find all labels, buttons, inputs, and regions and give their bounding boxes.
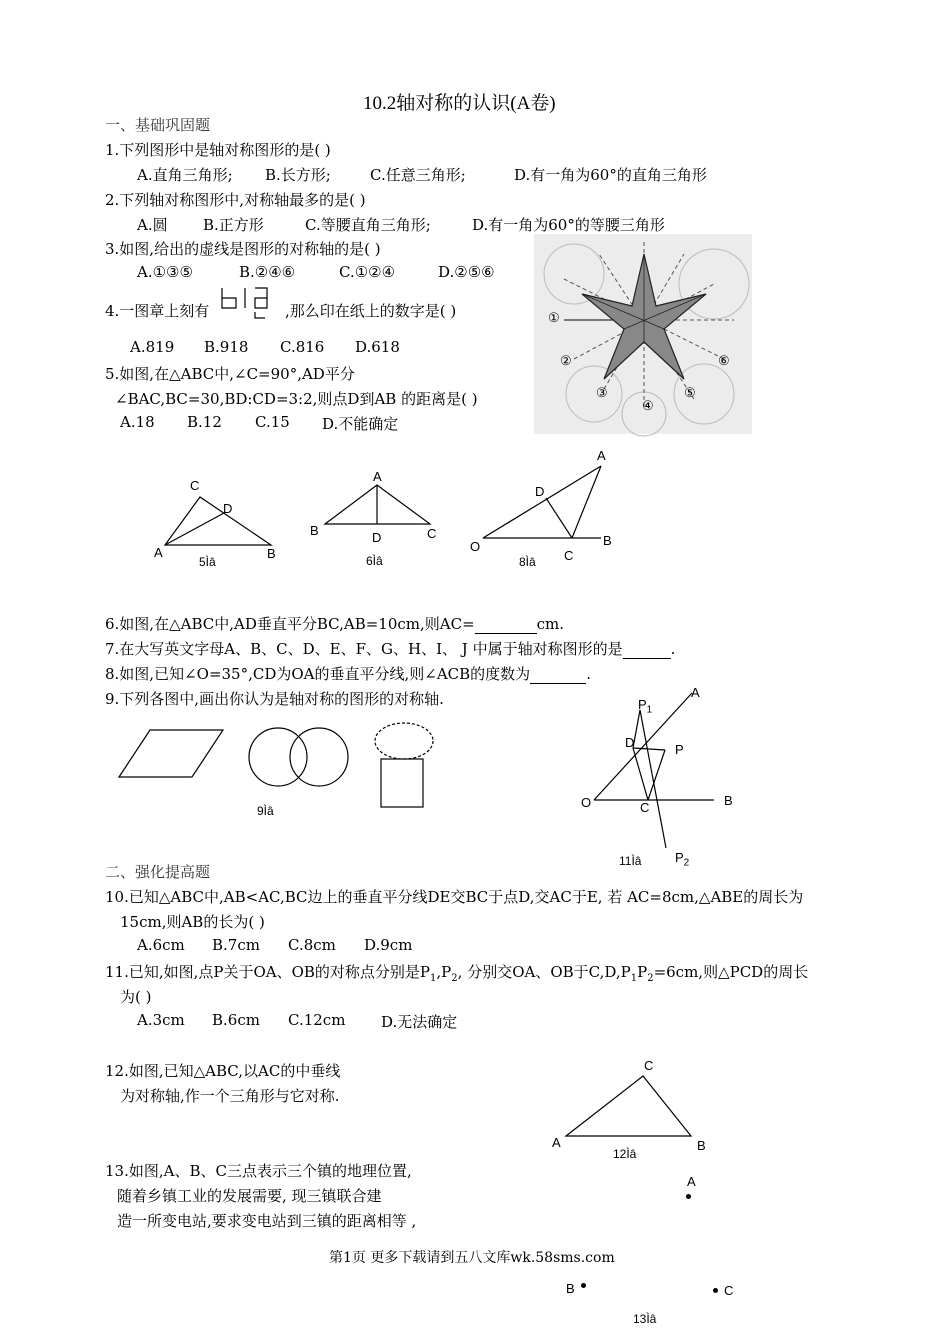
fig6-label-b: B	[310, 523, 319, 538]
q11-text-a: 11.已知,如图,点P关于OA、OB的对称点分别是P	[105, 963, 431, 981]
fig12-label-b: B	[697, 1138, 706, 1153]
star-label-6: ⑥	[718, 354, 730, 369]
q10-option-a: A.6cm	[137, 936, 185, 954]
question-5-line2: ∠BAC,BC=30,BD:CD=3:2,则点D到AB 的距离是( )	[115, 390, 478, 408]
q2-option-b: B.正方形	[203, 216, 264, 234]
fig11-label-b: B	[724, 793, 733, 808]
fig13-label-c: C	[724, 1283, 734, 1298]
fig11-label-p2	[675, 850, 689, 869]
question-7	[105, 638, 675, 659]
square-shape	[381, 759, 423, 807]
fig11-label-d: D	[625, 735, 635, 750]
fig8-label-c: C	[564, 548, 574, 563]
fig5-label-d: D	[223, 501, 233, 516]
q2-option-a: A.圆	[137, 216, 168, 234]
figure-12-triangle	[565, 1070, 695, 1140]
q6-answer-blank[interactable]	[475, 615, 537, 634]
question-11-line2: 为( )	[120, 988, 152, 1006]
q11-text-d: P	[637, 963, 648, 981]
parallelogram-shape	[119, 730, 223, 777]
question-11-line1	[105, 961, 808, 984]
fig13-caption: 13Ìâ	[633, 1312, 657, 1326]
star-label-2: ②	[560, 354, 572, 369]
question-5-line1: 5.如图,在△ABC中,∠C=90°,AD平分	[105, 365, 355, 383]
fig6-label-c: C	[427, 526, 437, 541]
fig8-label-b: B	[603, 533, 612, 548]
question-12-line2: 为对称轴,作一个三角形与它对称.	[120, 1087, 340, 1105]
question-10-line2: 15cm,则AB的长为( )	[120, 913, 265, 931]
q11-option-b: B.6cm	[212, 1011, 260, 1029]
fig13-label-a: A	[687, 1174, 696, 1189]
figure-9-shapes	[115, 720, 445, 830]
q11-sub-3: 1	[630, 973, 638, 984]
question-4-stem-part2: ,那么印在纸上的数字是( )	[285, 302, 457, 320]
fig11-label-a: A	[691, 685, 700, 700]
q4-option-a: A.819	[130, 338, 175, 356]
q11-option-a: A.3cm	[137, 1011, 185, 1029]
question-6-text: 6.如图,在△ABC中,AD垂直平分BC,AB=10cm,则AC=	[105, 615, 475, 633]
question-3-stem: 3.如图,给出的虚线是图形的对称轴的是( )	[105, 240, 381, 258]
fig11-caption: 11Ìâ	[619, 854, 642, 868]
q4-option-b: B.918	[204, 338, 249, 356]
q3-option-d: D.②⑤⑥	[438, 263, 495, 281]
question-13-line2: 随着乡镇工业的发展需要, 现三镇联合建	[117, 1187, 382, 1205]
q1-option-d: D.有一角为60°的直角三角形	[514, 166, 707, 184]
fig11-label-p1-sub: 1	[646, 704, 653, 716]
q11-option-c: C.12cm	[288, 1011, 346, 1029]
q10-option-d: D.9cm	[364, 936, 413, 954]
fig13-point-c	[713, 1288, 718, 1293]
venn-circle-right	[290, 728, 348, 786]
q11-option-d: D.无法确定	[381, 1013, 458, 1031]
page-title: 10.2轴对称的认识(A卷)	[363, 93, 556, 114]
question-1-stem: 1.下列图形中是轴对称图形的是( )	[105, 141, 331, 159]
star-label-3: ③	[596, 386, 608, 401]
fig11-label-c: C	[640, 800, 650, 815]
q8-answer-blank[interactable]	[530, 665, 586, 684]
question-10-line1: 10.已知△ABC中,AB<AC,BC边上的垂直平分线DE交BC于点D,交AC于E, 若 AC=8cm,△ABE的周长为	[105, 888, 804, 906]
question-8-text: 8.如图,已知∠O=35°,CD为OA的垂直平分线,则∠ACB的度数为	[105, 665, 531, 683]
star-label-4: ④	[642, 399, 654, 414]
q10-option-c: C.8cm	[288, 936, 336, 954]
q11-text-e: =6cm,则△PCD的周长	[653, 963, 809, 981]
fig13-point-b	[581, 1283, 586, 1288]
section-heading-advanced: 二、强化提高题	[105, 863, 211, 881]
question-6-unit: cm.	[536, 615, 565, 633]
fig6-label-d: D	[372, 530, 382, 545]
q5-option-a: A.18	[120, 413, 155, 431]
figure-8-angle	[480, 460, 620, 540]
fig6-caption: 6Ìâ	[366, 554, 383, 568]
q5-option-b: B.12	[187, 413, 222, 431]
fig6-label-a: A	[373, 469, 382, 484]
question-4-stem-part1: 4.一图章上刻有	[105, 302, 210, 320]
q4-option-d: D.618	[355, 338, 400, 356]
fig8-label-a: A	[597, 448, 606, 463]
q3-option-a: A.①③⑤	[137, 263, 193, 281]
star-figure-photo	[534, 234, 752, 434]
fig9-caption: 9Ìâ	[257, 804, 274, 818]
fig12-caption: 12Ìâ	[613, 1147, 637, 1161]
fig8-caption: 8Ìâ	[519, 555, 536, 569]
fig11-label-p1-letter: P	[638, 697, 647, 712]
fig8-label-o: O	[470, 539, 481, 554]
stamp-digits-image	[219, 286, 269, 322]
q3-option-b: B.②④⑥	[239, 263, 296, 281]
q2-option-d: D.有一角为60°的等腰三角形	[472, 216, 665, 234]
page-footer: 第1页 更多下载请到五八文库wk.58sms.com	[329, 1250, 615, 1266]
fig12-label-a: A	[552, 1135, 561, 1150]
figure-11-reflection	[588, 685, 748, 855]
q5-option-c: C.15	[255, 413, 290, 431]
q1-option-c: C.任意三角形;	[370, 166, 466, 184]
section-heading-basic: 一、基础巩固题	[105, 116, 211, 134]
fig5-label-b: B	[267, 546, 276, 561]
star-label-1: ①	[548, 311, 560, 326]
q11-sub-4: 2	[647, 973, 654, 984]
q7-answer-blank[interactable]	[623, 640, 671, 659]
q11-text-b: ,P	[436, 963, 452, 981]
q1-option-a: A.直角三角形;	[137, 166, 233, 184]
fig13-point-a	[686, 1194, 691, 1199]
fig5-caption: 5Ìâ	[199, 555, 216, 569]
fig11-label-p2-sub: 2	[683, 857, 690, 869]
q10-option-b: B.7cm	[212, 936, 260, 954]
q4-option-c: C.816	[280, 338, 325, 356]
q1-option-b: B.长方形;	[265, 166, 331, 184]
question-13-line3: 造一所变电站,要求变电站到三镇的距离相等 ,	[117, 1212, 417, 1230]
fig5-label-c: C	[190, 478, 200, 493]
question-2-stem: 2.下列轴对称图形中,对称轴最多的是( )	[105, 191, 366, 209]
figure-6-triangle	[323, 482, 433, 527]
question-7-end: .	[670, 640, 676, 658]
figure-5-triangle	[165, 490, 295, 550]
fig11-label-p1	[638, 697, 652, 716]
q11-sub-1: 1	[430, 973, 437, 984]
fig11-label-o: O	[581, 795, 592, 810]
question-8	[105, 663, 591, 684]
fig8-label-d: D	[535, 484, 545, 499]
question-12-line1: 12.如图,已知△ABC,以AC的中垂线	[105, 1062, 341, 1080]
q11-text-c: , 分别交OA、OB于C,D,P	[457, 963, 631, 981]
fig12-label-c: C	[644, 1058, 654, 1073]
fig13-label-b: B	[566, 1281, 575, 1296]
q11-sub-2: 2	[451, 973, 458, 984]
fig11-label-p: P	[675, 742, 684, 757]
ellipse-shape	[375, 723, 433, 759]
q2-option-c: C.等腰直角三角形;	[305, 216, 431, 234]
star-label-5: ⑤	[684, 386, 696, 401]
fig5-label-a: A	[154, 545, 163, 560]
question-13-line1: 13.如图,A、B、C三点表示三个镇的地理位置,	[105, 1162, 412, 1180]
question-6	[105, 613, 564, 634]
fig11-label-p2-letter: P	[675, 850, 684, 865]
q5-option-d: D.不能确定	[322, 415, 399, 433]
question-9: 9.下列各图中,画出你认为是轴对称的图形的对称轴.	[105, 690, 444, 708]
q3-option-c: C.①②④	[339, 263, 396, 281]
question-8-end: .	[586, 665, 591, 683]
question-7-text: 7.在大写英文字母A、B、C、D、E、F、G、H、I、 J 中属于轴对称图形的是	[105, 640, 623, 658]
